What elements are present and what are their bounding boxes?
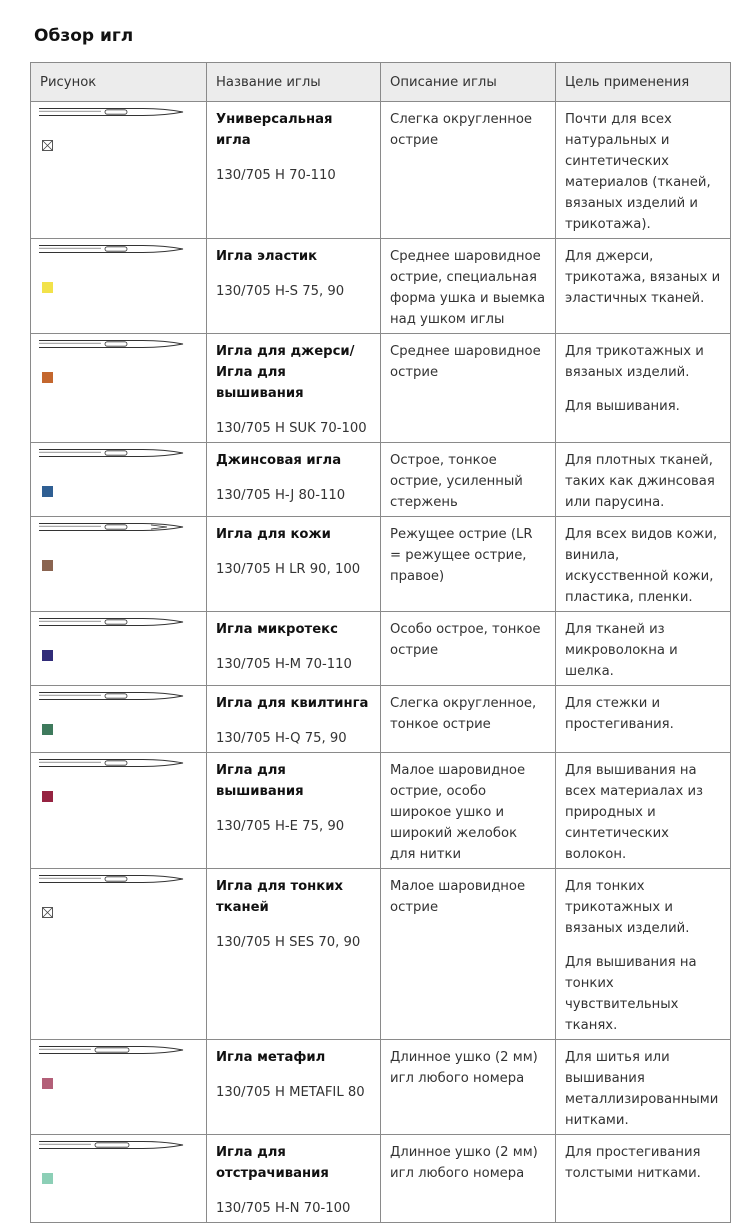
needle-overview-table: [30, 62, 731, 1223]
needle-name-cell: [207, 517, 381, 612]
no-color-code-icon: [42, 140, 53, 151]
column-header-name: Название иглы: [207, 63, 381, 102]
needle-purpose: Для стежки и простегивания.: [565, 696, 674, 732]
needle-drawing-icon: [39, 756, 185, 770]
needle-description: Острое, тонкое острие, усиленный стержень: [381, 443, 556, 517]
needle-name-cell: [207, 686, 381, 753]
table-row: [31, 239, 731, 334]
needle-drawing-icon: [39, 872, 185, 886]
needle-code: 130/705 H-E 75, 90: [216, 819, 345, 834]
needle-code: 130/705 H-Q 75, 90: [216, 731, 347, 746]
color-code-swatch: [42, 724, 53, 735]
needle-name-cell: [207, 334, 381, 443]
needle-description: Режущее острие (LR = режущее острие, правое): [381, 517, 556, 612]
column-header-picture: Рисунок: [31, 63, 207, 102]
needle-description: Малое шаровидное острие, особо широкое ушко и широкий желобок для нитки: [381, 753, 556, 869]
needle-purpose-cell: [556, 1040, 731, 1135]
needle-drawing-icon: [39, 1043, 185, 1057]
page-title: Обзор игл: [34, 26, 134, 46]
color-code-swatch: [42, 372, 53, 383]
no-color-code-icon: [42, 907, 53, 918]
color-code-swatch: [42, 560, 53, 571]
needle-name-cell: [207, 869, 381, 1040]
color-code-swatch: [42, 791, 53, 802]
needle-description: Слегка округленное, тонкое острие: [381, 686, 556, 753]
needle-purpose: Для трикотажных и вязаных изделий.: [565, 344, 704, 380]
needle-picture-cell: [31, 334, 207, 443]
needle-name: Игла для джерси/ Игла для вышивания: [216, 344, 355, 401]
needle-purpose-cell: [556, 1135, 731, 1223]
needle-code: 130/705 H LR 90, 100: [216, 562, 361, 577]
needle-name-cell: [207, 443, 381, 517]
table-row: [31, 753, 731, 869]
needle-picture-cell: [31, 612, 207, 686]
table-header-row: [31, 63, 731, 102]
needle-description: Слегка округленное острие: [381, 102, 556, 239]
needle-drawing-icon: [39, 242, 185, 256]
needle-purpose: Для тканей из микроволокна и шелка.: [565, 622, 678, 679]
needle-drawing-icon: [39, 615, 185, 629]
needle-drawing-icon: [39, 446, 185, 460]
needle-name: Игла микротекс: [216, 622, 338, 637]
needle-description: Длинное ушко (2 мм) игл любого номера: [381, 1135, 556, 1223]
needle-name-cell: [207, 612, 381, 686]
needle-code: 130/705 H-J 80-110: [216, 488, 346, 503]
needle-purpose: Для всех видов кожи, винила, искусственной кожи, пластика, пленки.: [565, 527, 718, 605]
needle-name: Игла для кожи: [216, 527, 331, 542]
needle-purpose-cell: [556, 869, 731, 1040]
needle-purpose: Для джерси, трикотажа, вязаных и эластичных тканей.: [565, 249, 721, 306]
needle-code: 130/705 H-N 70-100: [216, 1201, 351, 1216]
needle-code: 130/705 H-M 70-110: [216, 657, 352, 672]
needle-purpose: Для вышивания на тонких чувствительных тканях.: [565, 955, 697, 1033]
table-row: [31, 517, 731, 612]
table-row: [31, 869, 731, 1040]
needle-drawing-icon: [39, 1138, 185, 1152]
table-row: [31, 102, 731, 239]
needle-description: Длинное ушко (2 мм) игл любого номера: [381, 1040, 556, 1135]
needle-description: Малое шаровидное острие: [381, 869, 556, 1040]
needle-description: Среднее шаровидное острие, специальная форма ушка и выемка над ушком иглы: [381, 239, 556, 334]
table-row: [31, 443, 731, 517]
color-code-swatch: [42, 486, 53, 497]
needle-purpose-cell: [556, 443, 731, 517]
needle-drawing-icon: [39, 105, 185, 119]
needle-code: 130/705 H METAFIL 80: [216, 1085, 365, 1100]
needle-code: 130/705 H-S 75, 90: [216, 284, 345, 299]
needle-picture-cell: [31, 102, 207, 239]
needle-drawing-icon: [39, 337, 185, 351]
needle-picture-cell: [31, 1135, 207, 1223]
color-code-swatch: [42, 1078, 53, 1089]
needle-name: Игла для отстрачивания: [216, 1145, 329, 1181]
needle-name: Универсальная игла: [216, 112, 333, 148]
needle-purpose: Для вышивания.: [565, 399, 680, 414]
table-row: [31, 334, 731, 443]
needle-purpose: Для плотных тканей, таких как джинсовая или парусина.: [565, 453, 715, 510]
table-row: [31, 612, 731, 686]
needle-picture-cell: [31, 1040, 207, 1135]
needle-name: Игла метафил: [216, 1050, 326, 1065]
needle-code: 130/705 H SES 70, 90: [216, 935, 361, 950]
needle-picture-cell: [31, 753, 207, 869]
needle-purpose-cell: [556, 686, 731, 753]
column-header-purpose: Цель применения: [556, 63, 731, 102]
needle-picture-cell: [31, 239, 207, 334]
needle-name: Игла для тонких тканей: [216, 879, 343, 915]
table-row: [31, 686, 731, 753]
needle-code: 130/705 H 70-110: [216, 168, 336, 183]
needle-picture-cell: [31, 517, 207, 612]
needle-name: Игла для квилтинга: [216, 696, 369, 711]
needle-name-cell: [207, 1135, 381, 1223]
needle-purpose-cell: [556, 239, 731, 334]
needle-name-cell: [207, 102, 381, 239]
needle-purpose: Для вышивания на всех материалах из природных и синтетических волокон.: [565, 763, 704, 862]
needle-purpose: Почти для всех натуральных и синтетических материалов (тканей, вязаных изделий и трикотажа).: [565, 112, 711, 232]
needle-picture-cell: [31, 443, 207, 517]
table-row: [31, 1135, 731, 1223]
needle-name-cell: [207, 1040, 381, 1135]
needle-picture-cell: [31, 686, 207, 753]
needle-purpose-cell: [556, 334, 731, 443]
needle-description: Среднее шаровидное острие: [381, 334, 556, 443]
needle-description: Особо острое, тонкое острие: [381, 612, 556, 686]
color-code-swatch: [42, 650, 53, 661]
needle-name-cell: [207, 753, 381, 869]
needle-drawing-icon: [39, 689, 185, 703]
needle-purpose-cell: [556, 102, 731, 239]
needle-purpose: Для простегивания толстыми нитками.: [565, 1145, 701, 1181]
needle-purpose-cell: [556, 612, 731, 686]
needle-name: Игла для вышивания: [216, 763, 304, 799]
needle-name: Игла эластик: [216, 249, 318, 264]
color-code-swatch: [42, 282, 53, 293]
needle-purpose: Для шитья или вышивания металлизированными нитками.: [565, 1050, 719, 1128]
needle-drawing-icon: [39, 520, 185, 534]
column-header-description: Описание иглы: [381, 63, 556, 102]
needle-purpose-cell: [556, 517, 731, 612]
needle-purpose-cell: [556, 753, 731, 869]
needle-purpose: Для тонких трикотажных и вязаных изделий.: [565, 879, 690, 936]
needle-picture-cell: [31, 869, 207, 1040]
needle-code: 130/705 H SUK 70-100: [216, 421, 367, 436]
needle-name-cell: [207, 239, 381, 334]
needle-name: Джинсовая игла: [216, 453, 342, 468]
table-row: [31, 1040, 731, 1135]
color-code-swatch: [42, 1173, 53, 1184]
